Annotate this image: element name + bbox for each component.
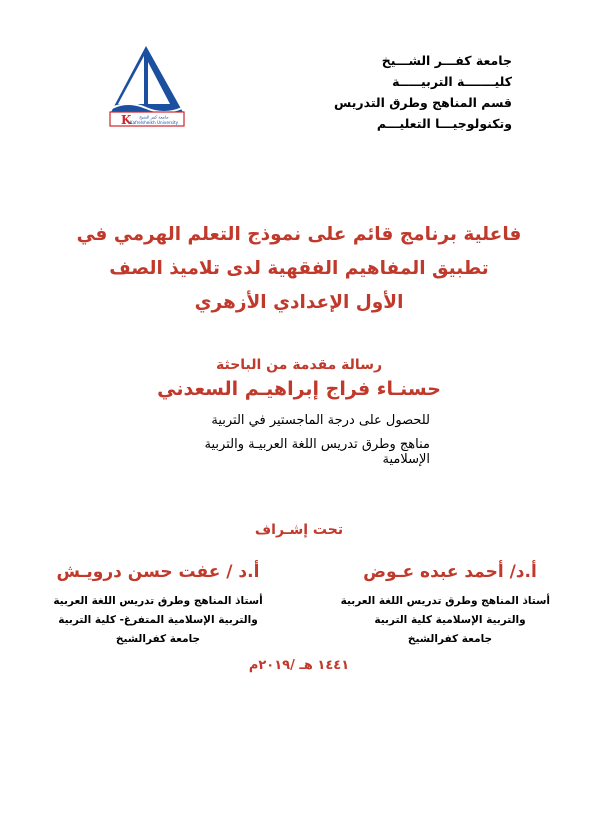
supervisor-1-line-1: أستاذ المناهج وطرق تدريس اللغة العربية	[340, 595, 550, 607]
department-technology: وتكنولوجيـــا التعليـــم	[376, 116, 512, 131]
researcher-name: حسنـاء فراج إبراهيـم السعدني	[157, 378, 441, 400]
title-line-1: فاعلية برنامج قائم على نموذج التعلم الهرمي في	[76, 224, 522, 245]
supervisor-2-line-1: أستاذ المناهج وطرق تدريس اللغة العربية	[53, 595, 263, 607]
title-line-2: تطبيق المفاهيم الفقهية لدى تلاميذ الصف	[109, 258, 489, 279]
supervisor-2-line-3: جامعة كفرالشيخ	[115, 633, 201, 645]
supervisor-1	[340, 562, 550, 649]
supervisor-1-line-3: جامعة كفرالشيخ	[407, 633, 493, 645]
supervisor-1-name: أ.د/ أحمد عبده عـوض	[363, 562, 537, 582]
supervisor-2-line-2: والتربية الإسلامية المتفرغ- كلية التربية	[58, 614, 258, 626]
supervisor-2	[48, 562, 268, 649]
specialization-text: مناهج وطرق تدريس اللغة العربيـة والتربية الإسلامية	[204, 437, 430, 467]
supervisor-2-name: أ.د / عفت حسن درويـش	[56, 562, 260, 582]
thesis-date: ١٤٤١ هـ /٢٠١٩م	[248, 658, 350, 673]
faculty-name: كليـــــــة التربيـــــة	[392, 74, 512, 89]
supervision-label: تحت إشـراف	[254, 522, 344, 538]
department-name: قسم المناهج وطرق التدريس	[334, 95, 512, 110]
sailboat-logo-icon	[104, 44, 188, 130]
degree-text: للحصول على درجة الماجستير في التربية	[211, 413, 430, 428]
supervisor-1-line-2: والتربية الإسلامية كلية التربية	[374, 614, 526, 626]
svg-text:جامعة كفر الشيخ: جامعة كفر الشيخ	[139, 114, 169, 120]
institution-header	[334, 50, 512, 134]
svg-text:Kafrelsheikh University: Kafrelsheikh University	[129, 120, 179, 125]
university-logo	[104, 44, 188, 130]
thesis-title	[0, 218, 598, 320]
presented-by-label: رسالة مقدمة من الباحثة	[215, 357, 383, 373]
svg-text:K: K	[121, 113, 132, 127]
university-name: جامعة كفـــر الشـــيخ	[381, 53, 512, 68]
title-line-3: الأول الإعدادي الأزهري	[194, 292, 404, 313]
